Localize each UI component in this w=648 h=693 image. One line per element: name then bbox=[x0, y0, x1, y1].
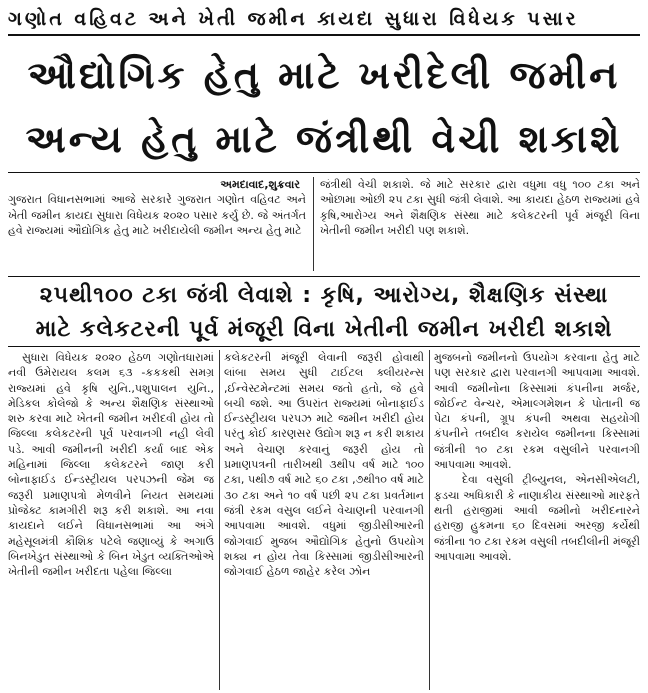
subhead-line-2: માટે કલેકટરની પૂર્વ મંજૂરી વિના ખેતીની જમીન ખરીદી શકાશે bbox=[35, 317, 613, 342]
kicker-rule bbox=[8, 34, 640, 36]
body-paragraph-4: દેવા વસુલી ટ્રીબ્યુનલ, એનસીએલટી, ફડચા અધિકારી કે નાણાકીય સંસ્થાઓ મારફતે થતી હરાજીમાં આવી જમીનો ખરીદનારને હરાજી હુકમના ૬૦ દિવસમાં અરજી કર્યેથી જંત્રીના ૧૦ ટકા રકમ વસુલી તબદીલીની મંજૂરી આપવામા આવશે. bbox=[434, 473, 640, 563]
body-paragraph-3: મુજબનો જમીનનો ઉપયોગ કરવાના હેતુ માટે પણ સરકાર દ્વારા પરવાનગી આપવામા આવશે. આવી જમીનોના કિસ્સામાં કંપનીના મર્જર, જોઈન્ટ વેન્ચર, એમાલ્ગમેશન કે પોતાની જ પેટા કંપની, ગ્રૂપ કંપની અથવા સહયોગી કંપનીને તબદીલ કરાયેલ જમીનના કિસ્સામાં જંત્રીની ૧૦ ટકા રકમ વસુલીને પરવાનગી આપવામા આવશે. bbox=[434, 351, 640, 472]
main-headline-line-2: અન્ય હેતુ માટે જંત્રીથી વેચી શકાશે bbox=[25, 117, 623, 161]
main-headline-line-1: ઔદ્યોગિક હેતુ માટે ખરીદેલી જમીન bbox=[27, 53, 621, 97]
body-paragraph-1: સુધારા વિધેયક ૨૦૨૦ હેઠળ ગણોતધારામાં નવી ઉમેરાયલ કલમ ૬૩ -કકકથી સમગ્ર રાજ્યમાં હવે કૃષિ યુનિ.,પશુપાલન યુનિ., મેડિકલ કોલેજો કે અન્ય શૈક્ષણિક સંસ્થાઓ શરુ કરવા માટે ખેતની જમીન ખરીદવી હોય તો જિલ્લા કલેકટરની પૂર્વ પરવાનગી નહી લેવી પડે. આવી જમીનની ખરીદી કર્યા બાદ એક મહિનામાં જિલ્લા કલેકટરને જાણ કરી બોનાફાઈડ ઈન્ડસ્ટ્રીયલ પરપઝની જેમ જ જરૂરી પ્રમાણપત્રો મેળવીને નિયત સમયમાં પ્રોજેક્ટ કામગીરી શરૂ કરી શકાશે. આ નવા કાયદાને લઈને વિધાનસભામાં આ અંગે મહેસૂલમંત્રી કૌશિક પટેલે જણાવ્યું કે અગાઉ બિનખેડુત સંસ્થાઓ કે બિન ખેડુત વ્યક્તિઓએ ખેતીની જમીન ખરીદતા પહેલા જિલ્લા bbox=[8, 351, 214, 579]
body-column-2 bbox=[224, 350, 424, 690]
body-column-divider-1 bbox=[219, 350, 220, 690]
headline-rule bbox=[8, 172, 640, 173]
kicker-headline: ગણોત વહિવટ અને ખેતી જમીન કાયદા સુધારા વિધેયક પસાર bbox=[8, 8, 579, 30]
dateline: અમદાવાદ,શુક્રવાર bbox=[220, 178, 300, 191]
lead-paragraph-1: ગુજરાત વિધાનસભામાં આજે સરકારે ગુજરાત ગણોત વહિવટ અને ખેતી જમીન કાયદા સુધારા વિધેયક ૨૦૨૦ પસાર કર્યુ છે. જે અંતર્ગત હવે રાજ્યમાં ઔદ્યોગિક હેતુ માટે ખરીદાયેલી જમીન અન્ય હેતુ માટે bbox=[8, 193, 306, 238]
lead-column-2 bbox=[320, 177, 640, 271]
subhead-rule-top bbox=[8, 276, 640, 277]
subhead-line-1: ૨૫થી૧૦૦ ટકા જંત્રી લેવાશે : કૃષિ, આરોગ્ય, શૈક્ષણિક સંસ્થા bbox=[39, 283, 609, 308]
lead-paragraph-2: જંત્રીથી વેચી શકાશે. જે માટે સરકાર દ્વારા વધુમા વધુ ૧૦૦ ટકા અને ઓછામા ઓછી ૨૫ ટકા સુધી જંત્રી લેવાશે. આ કાયદા હેઠળ રાજ્યમાં હવે કૃષિ,આરોગ્ય અને શૈક્ષણિક સંસ્થા માટે કલેકટરની પૂર્વ મંજૂરી વિના ખેતીની જમીન ખરીદી પણ શકાશે. bbox=[320, 178, 640, 238]
body-column-3 bbox=[434, 350, 640, 690]
body-column-1 bbox=[8, 350, 214, 690]
body-paragraph-2: કલેકટરની મંજૂરી લેવાની જરૂરી હોવાથી લાંબા સમય સુધી ટાઈટલ ક્લીયરન્સ ,ઈન્વેસ્ટમેન્ટમાં સમય જતો હતો, જે હવે બચી જશે. આ ઉપરાંત રાજ્યમાં બોનાફાઈડ ઈન્ડસ્ટ્રીયલ પરપઝ માટે જમીન ખરીદી હોય પરંતુ કોઈ કારણસર ઉદ્યોગ શરૂ ન કરી શકાય અને વેચાણ કરવાનું જરૂરી હોય તો પ્રમાણપત્રની તારીખથી ૩થી૫ વર્ષ માટે ૧૦૦ ટકા, ૫થી૭ વર્ષ માટે ૬૦ ટકા ,૭થી૧૦ વર્ષ માટે ૩૦ ટકા અને ૧૦ વર્ષ પછી ૨૫ ટકા પ્રવર્તમાન જંત્રી રકમ વસુલ લઈને વેચાણની પરવાનગી આપવામા આવશે. વધુમાં જીડીસીઆરની જોગવાઈ મુજબ ઔદ્યોગિક હેતુનો ઉપયોગ શક્ય ન હોય તેવા કિસ્સામાં જીડીસીઆરની જોગવાઈ હેઠળ જાહેર કરેલ ઝોન bbox=[224, 351, 424, 579]
lead-column-1 bbox=[8, 177, 306, 271]
lead-column-divider bbox=[313, 177, 314, 271]
subhead-rule-bottom bbox=[8, 346, 640, 347]
body-column-divider-2 bbox=[429, 350, 430, 690]
